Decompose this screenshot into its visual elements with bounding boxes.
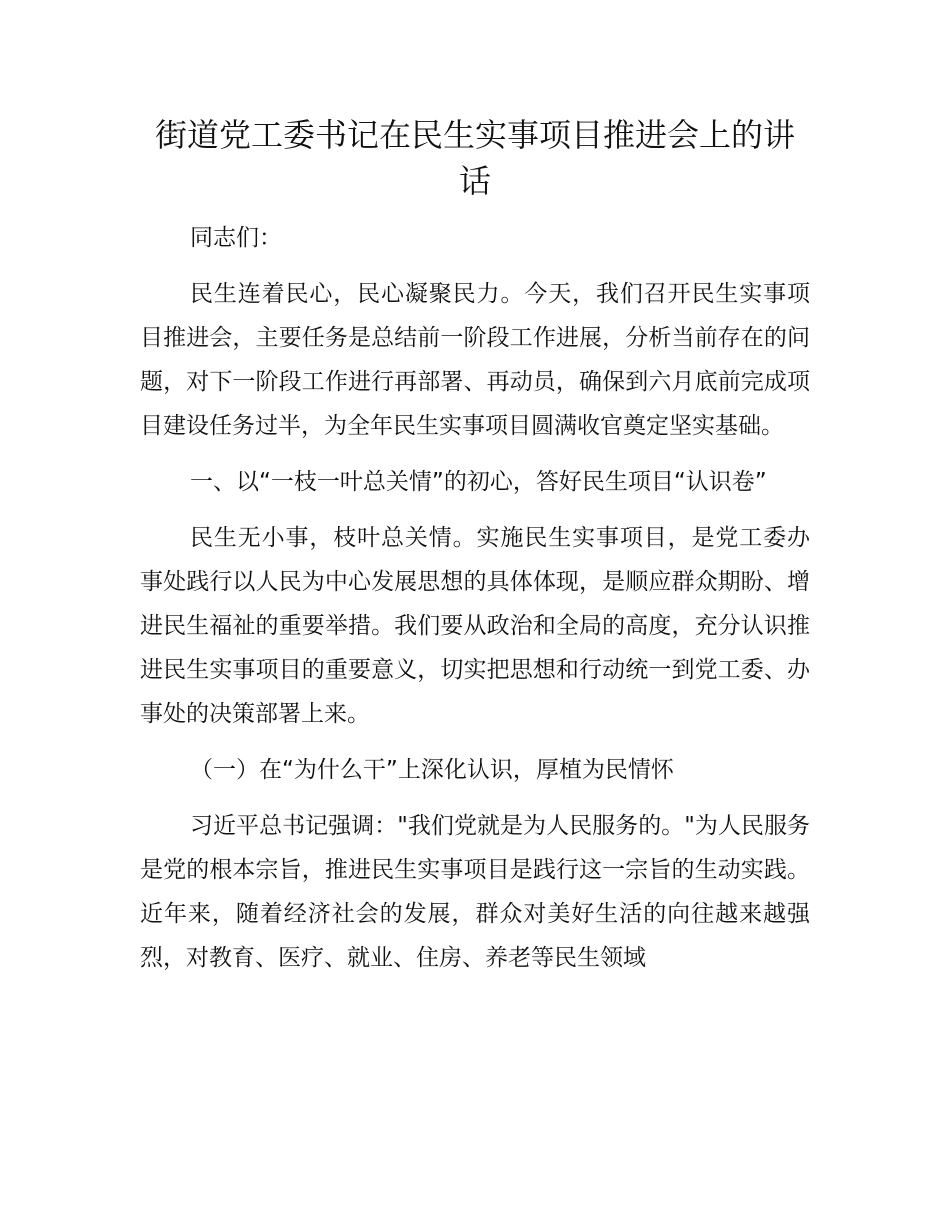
section-heading-1: 一、以“一枝一叶总关情”的初心，答好民生项目“认识卷” — [190, 469, 767, 495]
subsection-heading-1: （一）在“为什么干”上深化认识，厚植为民情怀 — [190, 757, 674, 783]
paragraph-intro: 民生连着民心，民心凝聚民力。今天，我们召开民生实事项目推进会，主要任务是总结前一阶段工作进展，分析当前存在的问题，对下一阶段工作进行再部署、再动员，确保到六月底前完成项目建设任务过半，为全年民生实事项目圆满收官奠定坚实基础。 — [140, 281, 810, 439]
paragraph-subsection-1: 习近平总书记强调："我们党就是为人民服务的。"为人民服务是党的根本宗旨，推进民生实事项目是践行这一宗旨的生动实践。近年来，随着经济社会的发展，群众对美好生活的向往越来越强烈，对教育、医疗、就业、住房、养老等民生领域 — [140, 813, 810, 971]
salutation: 同志们： — [190, 225, 282, 251]
document-title: 街道党工委书记在民生实事项目推进会上的讲话 — [154, 116, 795, 200]
document-body — [140, 216, 810, 980]
paragraph-section-1: 民生无小事，枝叶总关情。实施民生实事项目，是党工委办事处践行以人民为中心发展思想的具体体现，是顺应群众期盼、增进民生福祉的重要举措。我们要从政治和全局的高度，充分认识推进民生实事项目的重要意义，切实把思想和行动统一到党工委、办事处的决策部署上来。 — [140, 525, 810, 727]
